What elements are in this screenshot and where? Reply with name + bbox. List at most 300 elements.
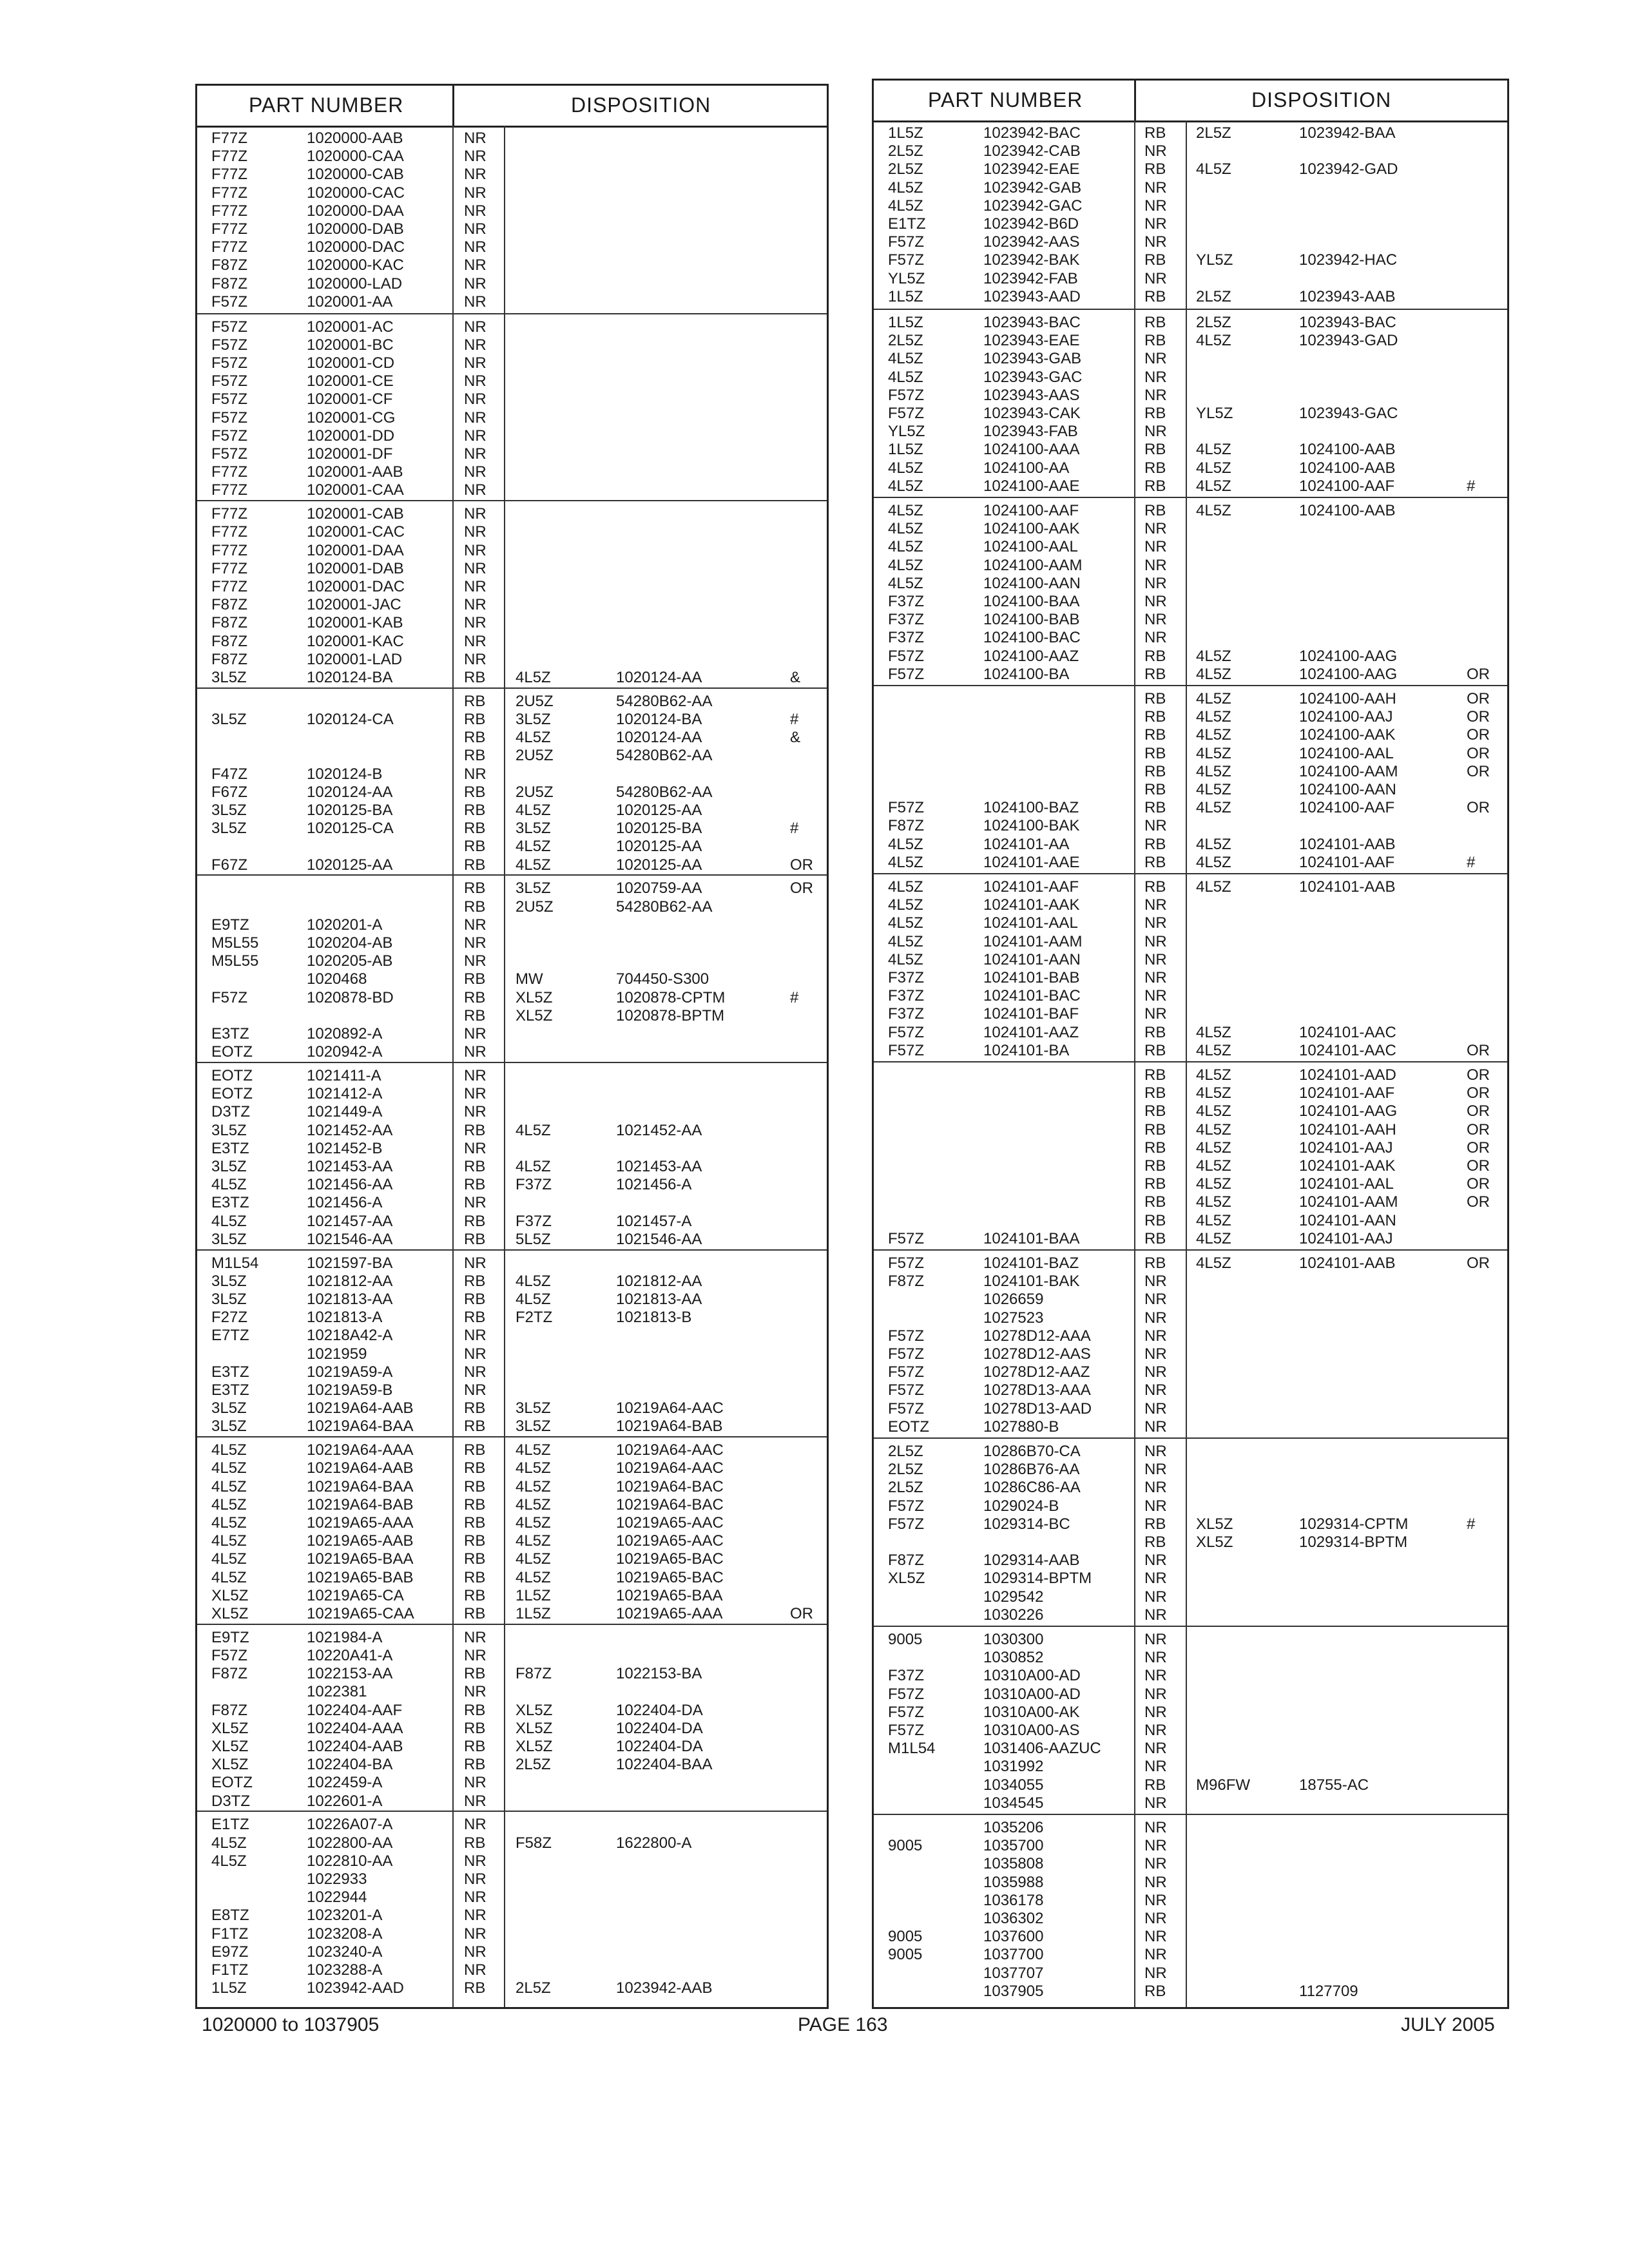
part-number: 1023943-BAC [983, 314, 1081, 331]
table-row [197, 1852, 827, 1870]
disposition-code: RB [464, 1979, 486, 1997]
part-number: 1024101-AAM [983, 932, 1083, 950]
replacement-part: 10219A65-AAC [616, 1532, 724, 1550]
replacement-prefix: 4L5Z [1196, 799, 1231, 817]
prefix: 3L5Z [211, 801, 247, 819]
part-number: 1024101-AAL [983, 914, 1078, 932]
disposition-code: NR [464, 1870, 487, 1888]
part-number: 1024101-BA [983, 1041, 1070, 1059]
table-row [874, 799, 1507, 817]
disposition-code: NR [464, 318, 487, 336]
disposition-code: RB [464, 1604, 486, 1622]
disposition-code: RB [464, 1290, 486, 1308]
table-row [874, 1327, 1507, 1345]
prefix: F77Z [211, 184, 248, 202]
disposition-code: RB [464, 879, 486, 898]
replacement-prefix: XL5Z [516, 988, 553, 1006]
prefix: F57Z [211, 408, 248, 427]
note: OR [1467, 1139, 1490, 1157]
part-number: 10219A65-AAB [307, 1532, 414, 1550]
note: OR [1467, 1041, 1490, 1059]
table-row [874, 951, 1507, 969]
part-number: 1020000-CAB [307, 166, 404, 184]
table-row [874, 124, 1507, 142]
replacement-part: 1024101-AAM [1299, 1193, 1398, 1211]
disposition-code: RB [464, 1834, 486, 1852]
prefix: 4L5Z [888, 368, 923, 386]
disposition-code: RB [464, 1212, 486, 1230]
replacement-prefix: 4L5Z [516, 1441, 551, 1459]
table-row [197, 1399, 827, 1418]
table-row [874, 557, 1507, 575]
part-number: 1023942-B6D [983, 215, 1079, 233]
disposition-code: RB [464, 1550, 486, 1568]
replacement-prefix: F58Z [516, 1834, 552, 1852]
replacement-part: 1023943-BAC [1299, 314, 1396, 331]
table-row [874, 233, 1507, 251]
replacement-part: 1021812-AA [616, 1272, 702, 1290]
replacement-prefix: 4L5Z [1196, 502, 1231, 519]
replacement-prefix: 4L5Z [1196, 878, 1231, 896]
replacement-part: 1024101-AAF [1299, 1084, 1395, 1102]
prefix: F77Z [211, 541, 248, 559]
disposition-code: NR [464, 293, 487, 311]
replacement-part: 1022404-DA [616, 1737, 703, 1755]
disposition-code: NR [1144, 1910, 1167, 1927]
table-row [197, 916, 827, 934]
prefix: 1L5Z [888, 441, 923, 459]
disposition-code: RB [1144, 1157, 1166, 1175]
row-group [197, 126, 827, 313]
replacement-part: 1022404-DA [616, 1719, 703, 1737]
table-row [874, 1686, 1507, 1704]
table-row [874, 1965, 1507, 1983]
prefix: 3L5Z [211, 1158, 247, 1175]
table-row [874, 1740, 1507, 1758]
replacement-prefix: 2U5Z [516, 747, 554, 765]
disposition-code: NR [1144, 142, 1167, 160]
part-number: 1037600 [983, 1928, 1044, 1946]
table-row [197, 318, 827, 336]
table-row [197, 1441, 827, 1459]
replacement-part: 1022153-BA [616, 1665, 702, 1683]
replacement-prefix: 4L5Z [1196, 835, 1231, 853]
table-row [874, 933, 1507, 951]
disposition-header: DISPOSITION [571, 93, 711, 117]
prefix: M5L55 [211, 934, 259, 952]
table-row [197, 445, 827, 463]
table-row [874, 708, 1507, 726]
note: # [790, 710, 799, 728]
prefix: F77Z [211, 166, 248, 184]
replacement-prefix: F37Z [516, 1176, 552, 1194]
replacement-part: 1021452-AA [616, 1121, 702, 1139]
row-group [874, 1626, 1507, 1815]
prefix: 4L5Z [888, 477, 923, 495]
part-number: 1024101-AAN [983, 950, 1081, 968]
part-number: 10310A00-AS [983, 1722, 1080, 1739]
prefix: 4L5Z [888, 502, 923, 519]
prefix: EOTZ [211, 1067, 253, 1084]
replacement-prefix: 3L5Z [516, 879, 551, 898]
row-group [874, 497, 1507, 686]
part-number: 10219A64-BAA [307, 1418, 414, 1436]
disposition-code: NR [464, 559, 487, 577]
table-row [874, 1606, 1507, 1624]
part-number: 1021813-AA [307, 1290, 393, 1308]
table-row [197, 1176, 827, 1194]
replacement-prefix: 4L5Z [1196, 1254, 1231, 1272]
replacement-prefix: 4L5Z [516, 1121, 551, 1139]
table-row [874, 520, 1507, 538]
table-row [874, 179, 1507, 197]
disposition-code: RB [1144, 781, 1166, 798]
disposition-code: NR [1144, 611, 1167, 629]
disposition-code: NR [464, 1085, 487, 1103]
disposition-code: RB [1144, 1041, 1166, 1059]
part-number: 1020000-DAB [307, 220, 404, 238]
prefix: F57Z [888, 1497, 925, 1515]
part-number: 10278D12-AAA [983, 1327, 1091, 1345]
prefix: 2L5Z [888, 142, 923, 160]
prefix: M5L55 [211, 952, 259, 970]
table-row [874, 575, 1507, 593]
part-number: 1021456-A [307, 1194, 383, 1212]
replacement-part: 1024100-AAB [1299, 502, 1396, 519]
replacement-part: 1024101-AAC [1299, 1041, 1396, 1059]
part-number: 1022601-A [307, 1792, 383, 1810]
replacement-part: 1029314-BPTM [1299, 1533, 1408, 1551]
table-row [874, 593, 1507, 611]
prefix: 3L5Z [211, 1272, 247, 1290]
table-row [874, 611, 1507, 629]
prefix: F57Z [211, 318, 248, 336]
row-group [197, 1624, 827, 1812]
table-row [197, 989, 827, 1007]
disposition-code: NR [1144, 423, 1167, 441]
prefix: XL5Z [888, 1570, 925, 1588]
part-number: 1021812-AA [307, 1272, 393, 1290]
part-number: 1023943-AAS [983, 386, 1080, 404]
part-number: 10226A07-A [307, 1816, 393, 1834]
table-row [874, 1400, 1507, 1418]
table-row [874, 1381, 1507, 1399]
part-number: 10286B70-CA [983, 1443, 1081, 1460]
replacement-prefix: 1L5Z [516, 1604, 551, 1622]
prefix: F67Z [211, 856, 248, 874]
disposition-code: RB [1144, 405, 1166, 422]
table-row [874, 459, 1507, 477]
disposition-code: NR [464, 541, 487, 559]
part-number: 1020124-AA [307, 783, 393, 801]
prefix: 4L5Z [888, 932, 923, 950]
replacement-prefix: MW [516, 970, 543, 988]
table-row [197, 336, 827, 354]
replacement-prefix: 4L5Z [1196, 459, 1231, 477]
table-row [197, 1907, 827, 1925]
disposition-code: RB [464, 783, 486, 801]
part-number: 1022404-AAB [307, 1737, 403, 1755]
part-number: 10219A65-AAA [307, 1514, 414, 1532]
disposition-code: RB [464, 692, 486, 710]
replacement-prefix: M96FW [1196, 1776, 1250, 1794]
table-row [874, 1042, 1507, 1060]
disposition-code: RB [464, 1459, 486, 1477]
disposition-code: RB [464, 1176, 486, 1194]
part-number: 1021411-A [307, 1067, 381, 1084]
replacement-part: 1127709 [1299, 1982, 1358, 2000]
prefix: 4L5Z [888, 914, 923, 932]
disposition-header: DISPOSITION [1251, 88, 1392, 111]
prefix: 4L5Z [888, 350, 923, 368]
part-number: 1024100-BAK [983, 817, 1080, 835]
table-row [197, 148, 827, 166]
row-group [874, 120, 1507, 309]
disposition-code: RB [1144, 1193, 1166, 1211]
row-group [197, 874, 827, 1063]
table-row [197, 1381, 827, 1399]
table-row [197, 934, 827, 952]
part-number: 1029542 [983, 1588, 1044, 1606]
table-row [197, 578, 827, 596]
replacement-part: 10219A64-AAC [616, 1441, 724, 1459]
replacement-prefix: 4L5Z [516, 1532, 551, 1550]
table-row [874, 538, 1507, 556]
disposition-code: RB [464, 970, 486, 988]
prefix: 4L5Z [888, 878, 923, 896]
table-row [197, 1194, 827, 1212]
table-row [197, 1720, 827, 1738]
disposition-code: RB [464, 1121, 486, 1139]
table-row [874, 878, 1507, 896]
part-number: 1024101-AAF [983, 878, 1079, 896]
part-number: 1037707 [983, 1964, 1044, 1982]
disposition-code: NR [1144, 520, 1167, 538]
disposition-code: NR [1144, 1685, 1167, 1703]
part-number: 1024100-AAZ [983, 647, 1079, 665]
replacement-part: 1021457-A [616, 1212, 692, 1230]
replacement-prefix: XL5Z [1196, 1515, 1233, 1533]
part-number: 10218A42-A [307, 1327, 393, 1345]
prefix: F57Z [888, 1703, 925, 1721]
prefix: E8TZ [211, 1907, 249, 1925]
table-row [197, 1478, 827, 1496]
part-number: 1024100-AA [983, 459, 1070, 477]
part-number: 1037700 [983, 1946, 1044, 1964]
disposition-code: NR [1144, 987, 1167, 1005]
disposition-code: NR [1144, 896, 1167, 914]
part-number: 1021452-B [307, 1139, 383, 1157]
disposition-code: RB [464, 1532, 486, 1550]
disposition-code: NR [1144, 1606, 1167, 1624]
replacement-prefix: 4L5Z [516, 729, 551, 747]
part-number: 1022404-AAF [307, 1701, 403, 1719]
table-row [197, 1702, 827, 1720]
disposition-code: RB [1144, 1533, 1166, 1551]
table-row [197, 427, 827, 445]
table-row [874, 1570, 1507, 1588]
part-number: 1023288-A [307, 1961, 383, 1979]
replacement-prefix: 4L5Z [516, 856, 551, 874]
replacement-part: 1020124-AA [616, 729, 702, 747]
disposition-code: NR [1144, 1552, 1167, 1570]
replacement-part: 54280B62-AA [616, 783, 713, 801]
table-row [874, 914, 1507, 932]
part-number: 1024101-AAE [983, 853, 1080, 871]
part-number: 1035808 [983, 1855, 1044, 1873]
table-row [197, 651, 827, 669]
replacement-prefix: 2U5Z [516, 898, 554, 916]
part-number: 1024100-AAN [983, 574, 1081, 592]
replacement-part: 18755-AC [1299, 1776, 1369, 1794]
disposition-code: NR [1144, 593, 1167, 610]
prefix: 2L5Z [888, 1443, 923, 1460]
replacement-part: 10219A64-AAC [616, 1399, 724, 1418]
table-row [197, 1025, 827, 1043]
disposition-code: NR [1144, 538, 1167, 556]
part-number: 1022459-A [307, 1774, 383, 1792]
table-row [874, 969, 1507, 987]
prefix: 4L5Z [888, 520, 923, 538]
prefix: E1TZ [211, 1816, 249, 1834]
part-number: 1020001-CAC [307, 523, 405, 541]
replacement-prefix: 4L5Z [1196, 441, 1231, 459]
replacement-part: 1024100-AAK [1299, 726, 1396, 744]
table-row [874, 987, 1507, 1005]
prefix: 3L5Z [211, 820, 247, 838]
replacement-prefix: 3L5Z [516, 820, 551, 838]
disposition-code: RB [1144, 665, 1166, 683]
prefix: E3TZ [211, 1139, 249, 1157]
part-number: 1020000-DAC [307, 238, 405, 256]
part-number: 1023943-AAD [983, 287, 1081, 305]
table-row [197, 1213, 827, 1231]
replacement-prefix: 3L5Z [516, 710, 551, 728]
table-row [874, 1874, 1507, 1892]
disposition-code: NR [1144, 1309, 1167, 1327]
prefix: 4L5Z [211, 1852, 247, 1870]
part-number: 1020001-AAB [307, 463, 403, 481]
table-row [874, 1230, 1507, 1248]
replacement-prefix: 5L5Z [516, 1230, 551, 1248]
note: # [1467, 1515, 1476, 1533]
prefix: E3TZ [211, 1381, 249, 1399]
table-row [197, 820, 827, 838]
table-row [874, 1443, 1507, 1461]
replacement-prefix: 4L5Z [1196, 762, 1231, 780]
row-group [197, 1436, 827, 1625]
prefix: 4L5Z [211, 1212, 247, 1230]
table-row [874, 441, 1507, 459]
note: # [1467, 853, 1476, 871]
replacement-part: 10219A64-AAC [616, 1459, 724, 1477]
part-number: 1020001-JAC [307, 596, 401, 614]
part-number: 10219A65-CA [307, 1586, 404, 1604]
row-group [197, 313, 827, 502]
table-row [197, 202, 827, 220]
disposition-code: RB [464, 1399, 486, 1418]
disposition-code: NR [464, 390, 487, 408]
prefix: XL5Z [211, 1586, 249, 1604]
table-row [197, 1345, 827, 1363]
prefix: XL5Z [211, 1737, 249, 1755]
disposition-code: NR [464, 1816, 487, 1834]
prefix: 3L5Z [211, 668, 247, 686]
part-number: 1023943-GAC [983, 368, 1083, 386]
part-number: 1024100-AAF [983, 502, 1079, 519]
disposition-code: RB [464, 1272, 486, 1290]
prefix: F57Z [888, 665, 925, 683]
table-row [197, 463, 827, 481]
table-row [874, 1139, 1507, 1157]
prefix: F57Z [211, 390, 248, 408]
replacement-part: 10219A65-BAA [616, 1586, 723, 1604]
disposition-code: NR [464, 130, 487, 147]
note: OR [1467, 1193, 1490, 1211]
table-row [874, 215, 1507, 233]
part-number: 1034545 [983, 1794, 1044, 1812]
prefix: F77Z [211, 238, 248, 256]
disposition-code: NR [464, 1852, 487, 1870]
part-number: 1020124-B [307, 765, 383, 783]
table-row [874, 1631, 1507, 1649]
table-row [197, 1459, 827, 1477]
prefix: 4L5Z [888, 853, 923, 871]
disposition-code: NR [464, 1888, 487, 1907]
part-number: 1023208-A [307, 1925, 383, 1943]
disposition-code: RB [1144, 1776, 1166, 1794]
table-row [874, 387, 1507, 405]
note: OR [1467, 1157, 1490, 1175]
prefix: F57Z [888, 386, 925, 404]
note: OR [1467, 708, 1490, 726]
part-number: 1020000-CAA [307, 148, 404, 166]
disposition-code: NR [1144, 233, 1167, 251]
table-row [874, 1212, 1507, 1230]
disposition-code: NR [464, 445, 487, 463]
replacement-part: 1022404-BAA [616, 1756, 713, 1774]
table-row [197, 256, 827, 274]
prefix: 9005 [888, 1837, 923, 1855]
note: # [790, 820, 799, 838]
prefix: F77Z [211, 220, 248, 238]
table-row [197, 1756, 827, 1774]
part-number: 1026659 [983, 1291, 1044, 1309]
disposition-code: NR [464, 1961, 487, 1979]
table-row [874, 1649, 1507, 1667]
disposition-code: NR [1144, 386, 1167, 404]
prefix: F77Z [211, 481, 248, 499]
table-row [874, 314, 1507, 332]
disposition-code: NR [464, 372, 487, 390]
prefix: F37Z [888, 593, 925, 610]
disposition-code: NR [1144, 817, 1167, 835]
footer-range: 1020000 to 1037905 [202, 2014, 380, 2035]
table-row [874, 854, 1507, 872]
table-row [874, 690, 1507, 708]
disposition-code: RB [1144, 1102, 1166, 1120]
table-row [197, 1103, 827, 1121]
table-row [874, 1363, 1507, 1381]
part-number: 1024100-BAB [983, 611, 1080, 629]
disposition-code: NR [1144, 1497, 1167, 1515]
part-number: 1020000-LAD [307, 274, 403, 293]
disposition-code: RB [1144, 853, 1166, 871]
table-row [874, 1855, 1507, 1873]
replacement-prefix: 4L5Z [1196, 1102, 1231, 1120]
disposition-code: NR [464, 427, 487, 445]
part-number: 1020001-AC [307, 318, 394, 336]
